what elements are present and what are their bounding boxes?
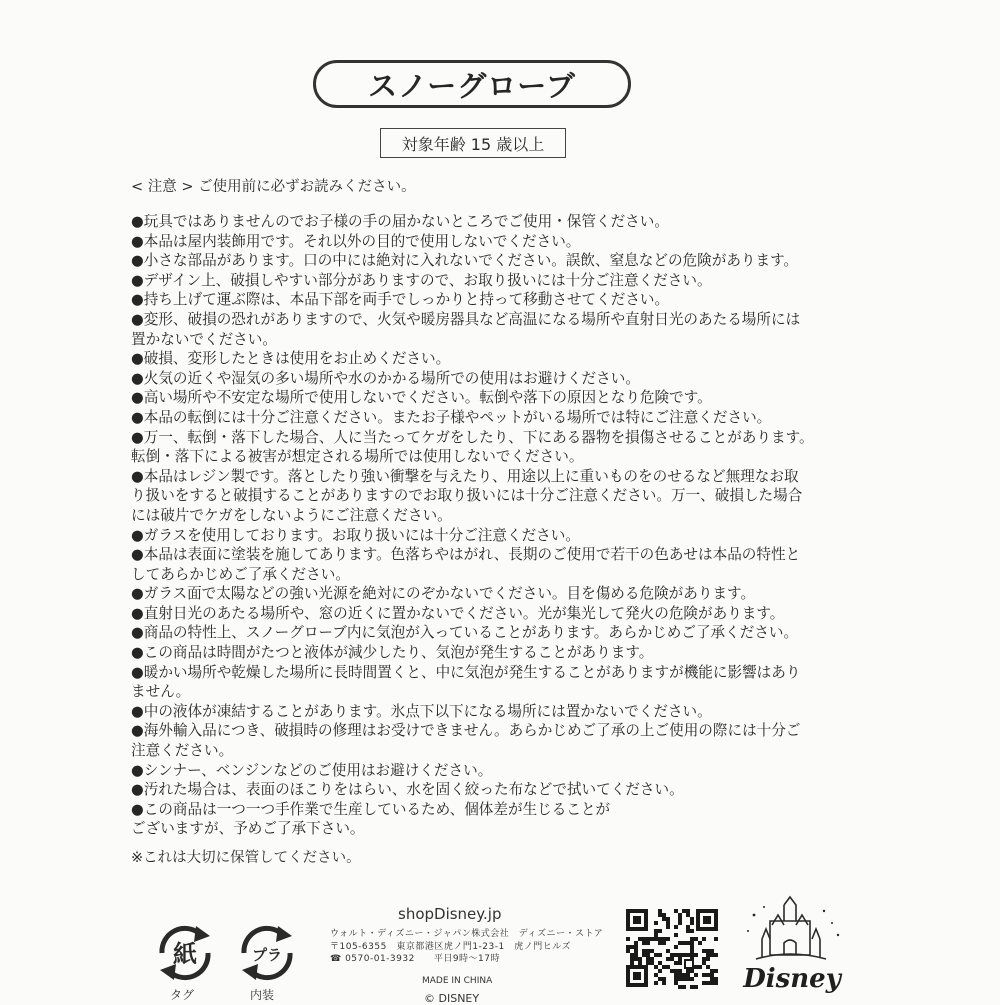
caution-item: ●玩具ではありませんのでお子様の手の届かないところでご使用・保管ください。 [131, 213, 669, 230]
caution-item: ●汚れた場合は、表面のほこりをはらい、水を固く絞った布などで拭いてください。 [131, 781, 684, 799]
disney-castle-logo [734, 895, 850, 995]
caution-item: ●シンナー、ベンジンなどのご使用はお避けください。 [131, 761, 493, 779]
age-rating-text: 対象年齢 15 歳以上 [401, 134, 545, 154]
caution-item: ●この商品は時間がたつと液体が減少したり、気泡が発生することがあります。 [131, 644, 654, 662]
caution-item: ●デザイン上、破損しやすい部分がありますので、お取り扱いには十分ご注意ください。 [131, 271, 712, 289]
disney-wordmark: Disney [743, 964, 841, 994]
company-info [330, 928, 610, 966]
caution-item: ●ガラス面で太陽などの強い光源を絶対にのぞかないでください。目を傷める危険があります。 [131, 585, 756, 603]
plastic-mark-char: プラ [251, 946, 283, 964]
caution-item: ●高い場所や不安定な場所で使用しないでください。転倒や落下の原因となり危険です。 [131, 389, 712, 407]
caution-item: ●ガラスを使用しております。お取り扱いには十分ご注意ください。 [131, 526, 580, 544]
caution-item: ●変形、破損の恐れがありますので、火気や暖房器具など高温になる場所や直射日光のあたる場所には 置かないでください。 [131, 310, 801, 348]
caution-item: ●持ち上げて運ぶ際は、本品下部を両手でしっかりと持って移動させてください。 [131, 291, 670, 309]
caution-item: ●小さな部品があります。口の中には絶対に入れないでください。誤飲、窒息などの危険があります。 [131, 252, 799, 270]
caution-item: ●海外輸入品につき、破損時の修理はお受けできません。あらかじめご了承の上ご使用の際には十分ご 注意ください。 [131, 722, 801, 760]
company-name: ウォルト・ディズニー・ジャパン株式会社 ディズニー・ストア [330, 929, 604, 939]
caution-item: ●本品は屋内装飾用です。それ以外の目的で使用しないでください。 [131, 232, 581, 250]
caution-heading: < 注意 > ご使用前に必ずお読みください。 [131, 179, 416, 195]
caution-item: ●中の液体が凍結することがあります。氷点下以下になる場所には置かないでください。 [131, 702, 712, 720]
caution-item: ●直射日光のあたる場所や、窓の近くに置かないでください。光が集光して発火の危険があります。 [131, 604, 785, 622]
caution-item: ●この商品は一つ一つ手作業で生産しているため、個体差が生じることが ございますが、予めご了承下さい。 [131, 800, 611, 838]
caution-item: ●万一、転倒・落下した場合、人に当たってケガをしたり、下にある器物を損傷させることがあります。 転倒・落下による被害が想定される場所では使用しないでください。 [131, 428, 814, 466]
plastic-recycle-icon [232, 918, 302, 988]
caution-item: ●商品の特性上、スノーグローブ内に気泡が入っていることがあります。あらかじめご了承ください。 [131, 624, 799, 642]
closing-note: ※これは大切に保管してください。 [131, 850, 361, 866]
caution-list [131, 212, 843, 839]
caution-item: ●破損、変形したときは使用をお止めください。 [131, 350, 451, 368]
caution-item: ●暖かい場所や乾燥した場所に長時間置くと、中に気泡が発生することがありますが機能に影響はあり ません。 [131, 663, 801, 701]
company-phone: ☎ 0570-01-3932 平日9時～17時 [330, 954, 501, 964]
caution-item: ●火気の近くや湿気の多い場所や水のかかる場所での使用はお避けください。 [131, 369, 640, 387]
caution-item: ●本品は表面に塗装を施してあります。色落ちやはがれ、長期のご使用で若干の色あせは本品の特性と してあらかじめご了承ください。 [131, 546, 801, 583]
paper-mark-label: タグ [170, 988, 195, 1002]
qr-code-icon [624, 907, 720, 989]
paper-recycle-icon [150, 918, 220, 988]
shop-url: shopDisney.jp [398, 905, 502, 923]
copyright-label: © DISNEY [424, 992, 480, 1005]
plastic-mark-label: 内装 [250, 988, 275, 1002]
caution-item: ●本品はレジン製です。落としたり強い衝撃を与えたり、用途以上に重いものをのせるなど無理なお取 り扱いをすると破損することがありますのでお取り扱いには十分ご注意ください。万一、破損した場合 には破片でケガをしないようにご注意ください。 [131, 467, 803, 524]
title-text: スノーグローブ [368, 68, 576, 103]
page-title [313, 60, 631, 108]
paper-mark-char: 紙 [173, 940, 197, 968]
caution-item: ●本品の転倒には十分ご注意ください。またお子様やペットがいる場所では特にご注意ください。 [131, 408, 772, 426]
age-rating-box [380, 128, 566, 158]
made-in-label: MADE IN CHINA [422, 976, 493, 986]
company-address: 〒105-6355 東京都港区虎ノ門1-23-1 虎ノ門ヒルズ [330, 941, 571, 952]
